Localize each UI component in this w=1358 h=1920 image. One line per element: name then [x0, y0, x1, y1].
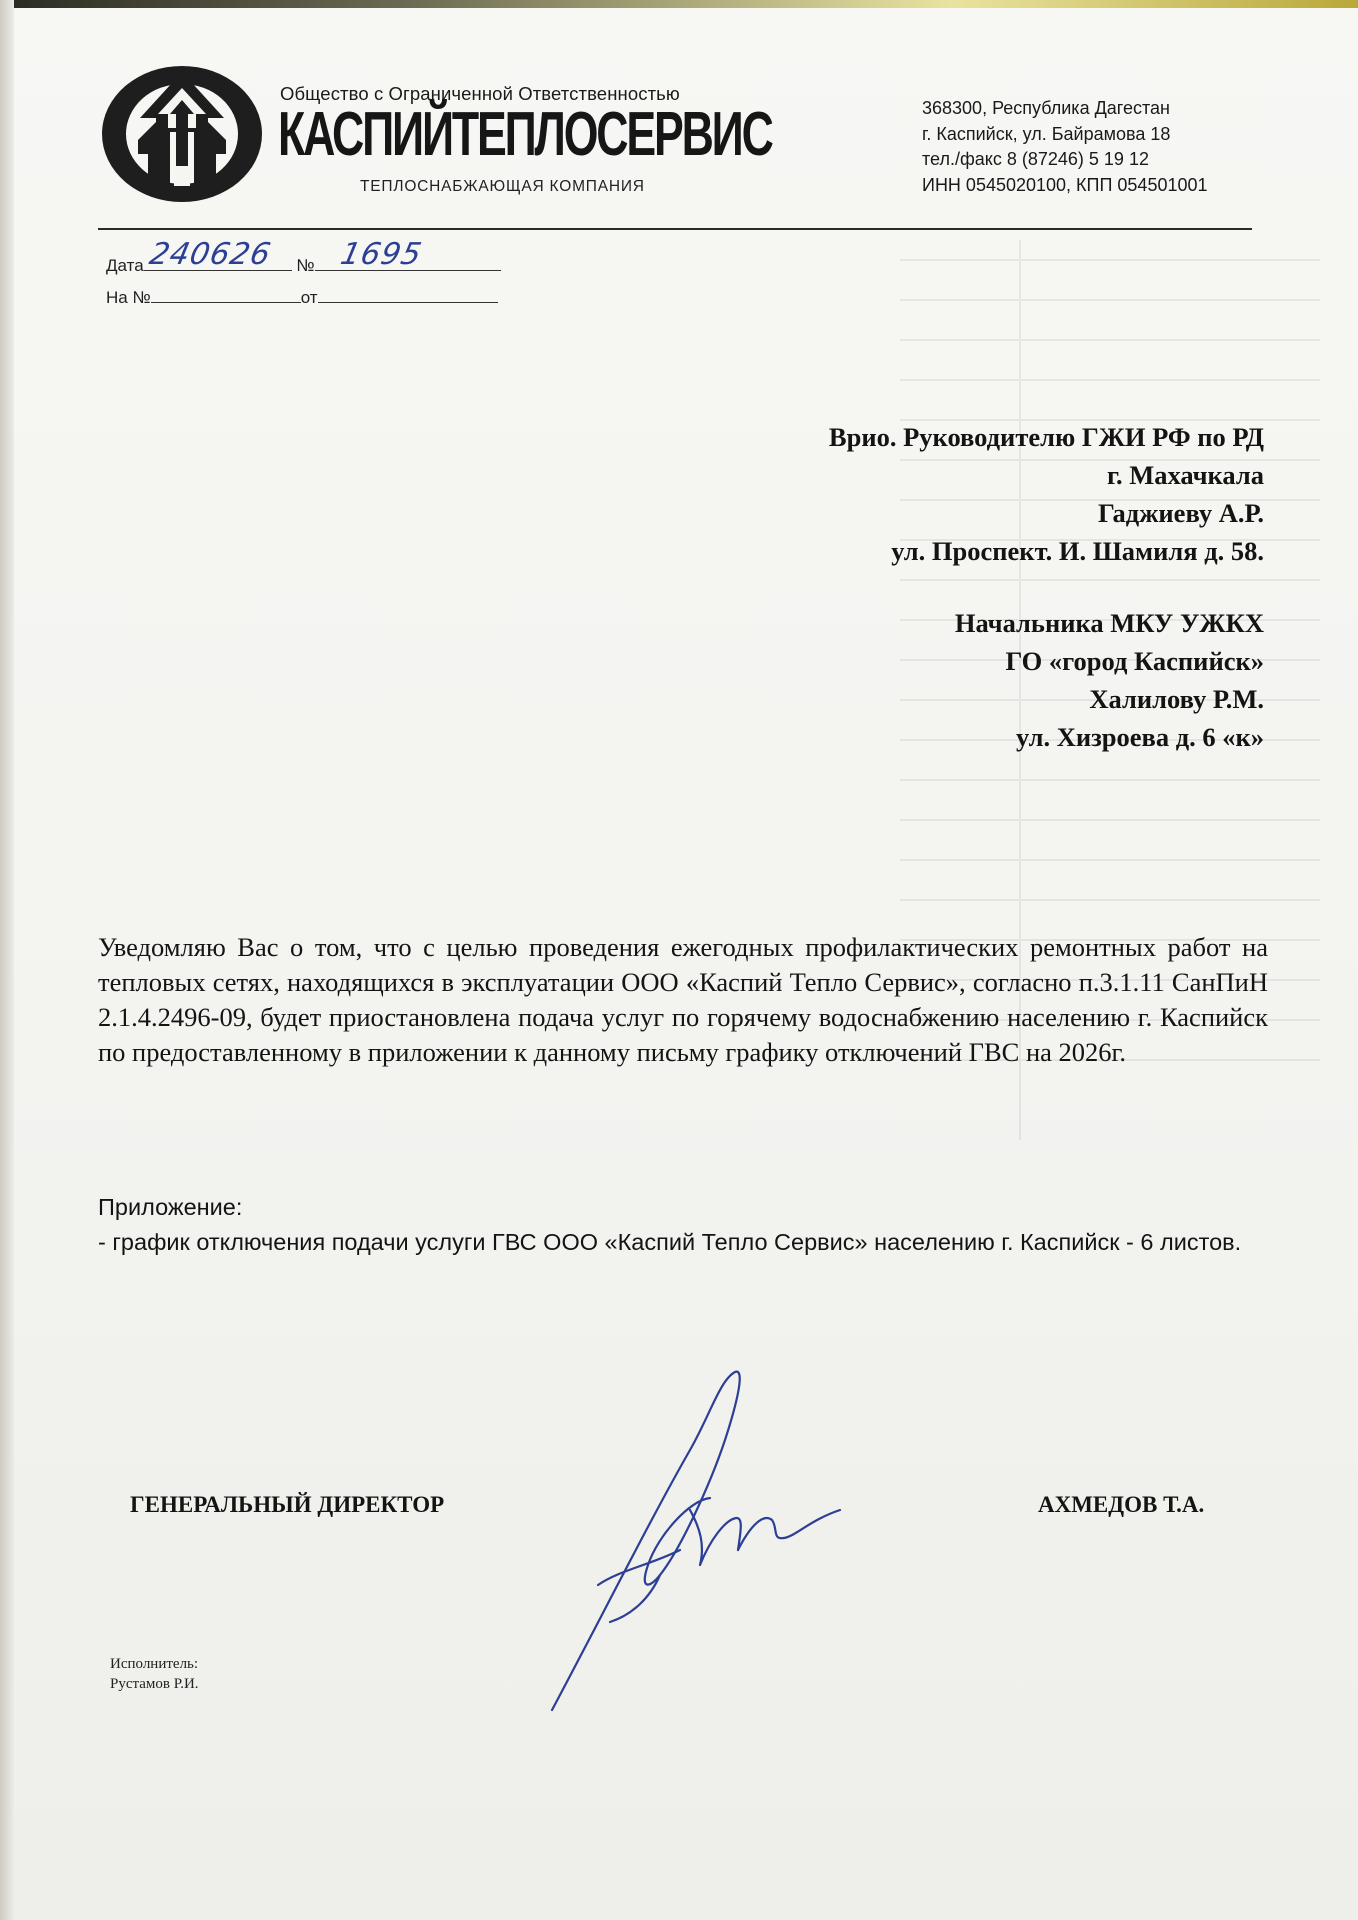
contact-block: [922, 96, 1208, 198]
addressee-line: г. Махачкала: [1106, 460, 1264, 490]
org-form-text: Общество с Ограниченной Ответственностью: [280, 83, 680, 104]
appendix-item: - график отключения подачи услуги ГВС ООО «Каспий Тепло Сервис» населению г. Каспийск - 6 листов.: [98, 1229, 1242, 1255]
contact-line: г. Каспийск, ул. Байрамова 18: [922, 123, 1171, 144]
addressee-block: [955, 604, 1264, 756]
brand-name: КАСПИЙТЕПЛОСЕРВИС: [278, 100, 772, 169]
signatory-name: АХМЕДОВ Т.А.: [1038, 1492, 1205, 1517]
addressee-line: Начальника МКУ УЖКХ: [954, 608, 1264, 638]
addressee-line: ул. Проспект. И. Шамиля д. 58.: [891, 536, 1264, 566]
appendix-block: [98, 1190, 1268, 1260]
addressee-line: Врио. Руководителю ГЖИ РФ по РД: [828, 422, 1264, 452]
executor-name: Рустамов Р.И.: [110, 1676, 199, 1692]
contact-line: 368300, Республика Дагестан: [922, 98, 1170, 118]
contact-line: ИНН 0545020100, КПП 054501001: [922, 174, 1208, 195]
left-edge: [0, 0, 14, 1920]
number-field: [315, 237, 501, 272]
reply-number-field: [151, 284, 301, 303]
date-number-row: [106, 237, 501, 276]
addressee-line: Халилову Р.М.: [1089, 684, 1264, 714]
handwritten-signature: [540, 1360, 860, 1720]
from-label: от: [300, 288, 318, 307]
top-edge: [0, 0, 1358, 8]
letter-body: Уведомляю Вас о том, что с целью проведения ежегодных профилактических ремонтных работ на тепловых сетях, находящихся в эксплуатации ООО «Каспий Тепло Сервис», согласно п.3.1.11 СанПиН 2.1.4.2496-09, будет приостановлена подача услуг по горячему водоснабжению населению г. Каспийск по предоставленному в приложении к данному письму графику отключений ГВС на 2026г.: [98, 932, 1268, 1067]
addressee-line: ГО «город Каспийск»: [1005, 646, 1264, 676]
date-value: 240626: [146, 237, 275, 272]
executor-block: [110, 1654, 199, 1694]
company-subtitle: ТЕПЛОСНАБЖАЮЩАЯ КОМПАНИЯ: [360, 178, 645, 195]
date-field: [144, 237, 292, 272]
executor-label: Исполнитель:: [110, 1656, 199, 1672]
number-label: №: [296, 256, 315, 275]
header-divider: [98, 228, 1252, 230]
date-label: Дата: [106, 256, 144, 275]
appendix-title: Приложение:: [98, 1194, 243, 1220]
number-value: 1695: [337, 237, 425, 272]
addressee-line: ул. Хизроева д. 6 «к»: [1016, 722, 1264, 752]
signatory-position: ГЕНЕРАЛЬНЫЙ ДИРЕКТОР: [130, 1492, 445, 1517]
reply-ref-row: [106, 284, 498, 308]
reply-date-field: [318, 284, 498, 303]
addressee-line: Гаджиеву А.Р.: [1098, 498, 1264, 528]
kaspiy-teplo-servis-logo-icon: [98, 56, 266, 202]
reply-label: На №: [106, 288, 151, 307]
contact-line: тел./факс 8 (87246) 5 19 12: [922, 149, 1149, 169]
addressee-block: [829, 418, 1264, 570]
